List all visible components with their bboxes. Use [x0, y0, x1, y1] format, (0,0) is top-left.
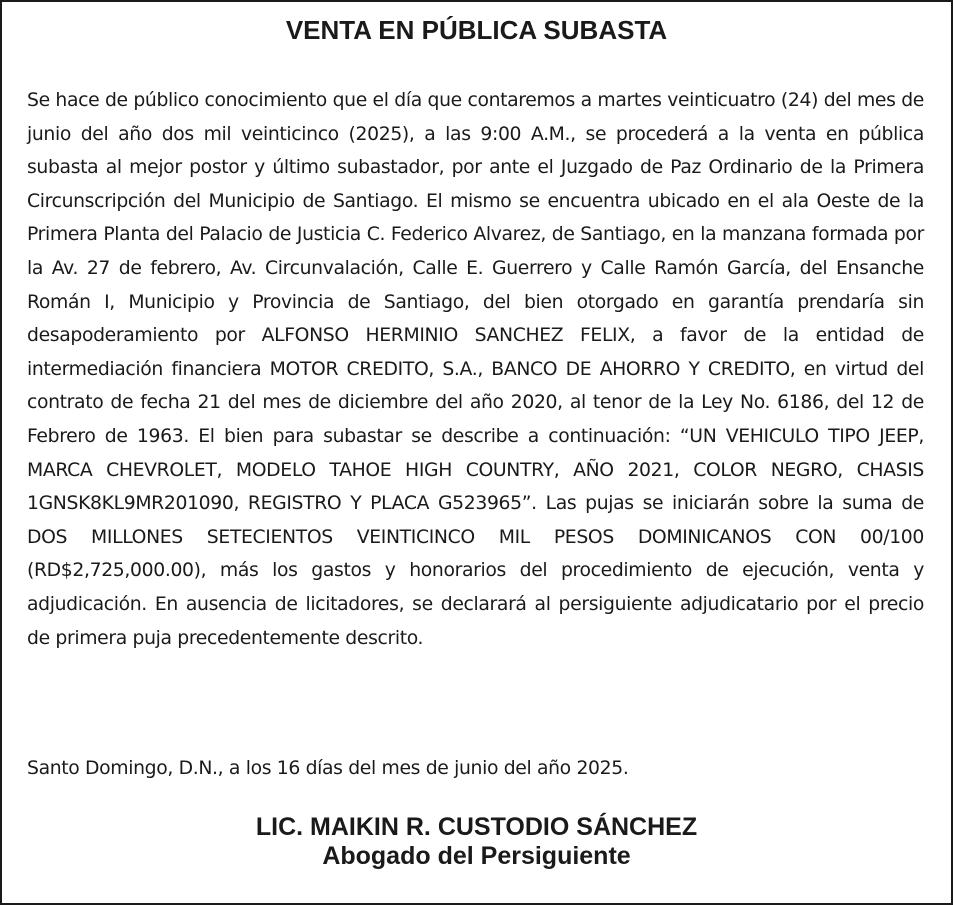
signatory-role: Abogado del Persiguiente — [322, 842, 631, 870]
place-and-date: Santo Domingo, D.N., a los 16 días del mes de junio del año 2025. — [27, 758, 629, 779]
notice-body: Se hace de público conocimiento que el día que contaremos a martes veinticuatro (24) del mes de junio del año dos mil veinticinco (2025), a las 9:00 A.M., se procederá a la venta en pública subasta al mejor postor y último subastador, por ante el Juzgado de Paz Ordinario de la Primera Circunscripción del Municipio de Santiago. El mismo se encuentra ubicado en el ala Oeste de la Primera Planta del Palacio de Justicia C. Federico Alvarez, de Santiago, en la manzana formada por la Av. 27 de febrero, Av. Circunvalación, Calle E. Guerrero y Calle Ramón García, del Ensanche Román I, Municipio y Provincia de Santiago, del bien otorgado en garantía prendaría sin desapoderamiento por ALFONSO HERMINIO SANCHEZ FELIX, a favor de la entidad de intermediación financiera MOTOR CREDITO, S.A., BANCO DE AHORRO Y CREDITO, en virtud del contrato de fecha 21 del mes de diciembre del año 2020, al tenor de la Ley No. 6186, del 12 de Febrero de 1963. El bien para subastar se describe a continuación: “UN VEHICULO TIPO JEEP, MARCA CHEVROLET, MODELO TAHOE HIGH COUNTRY, AÑO 2021, COLOR NEGRO, CHASIS 1GNSK8KL9MR201090, REGISTRO Y PLACA G523965”. Las pujas se iniciarán sobre la suma de DOS MILLONES SETECIENTOS VEINTICINCO MIL PESOS DOMINICANOS CON 00/100 (RD$2,725,000.00), más los gastos y honorarios del procedimiento de ejecución, venta y adjudicación. En ausencia de licitadores, se declarará al persiguiente adjudicatario por el precio de primera puja precedentemente descrito. — [27, 90, 924, 649]
notice-title: VENTA EN PÚBLICA SUBASTA — [285, 15, 668, 45]
signature-block — [2, 812, 951, 870]
signatory-name: LIC. MAIKIN R. CUSTODIO SÁNCHEZ — [255, 813, 698, 841]
